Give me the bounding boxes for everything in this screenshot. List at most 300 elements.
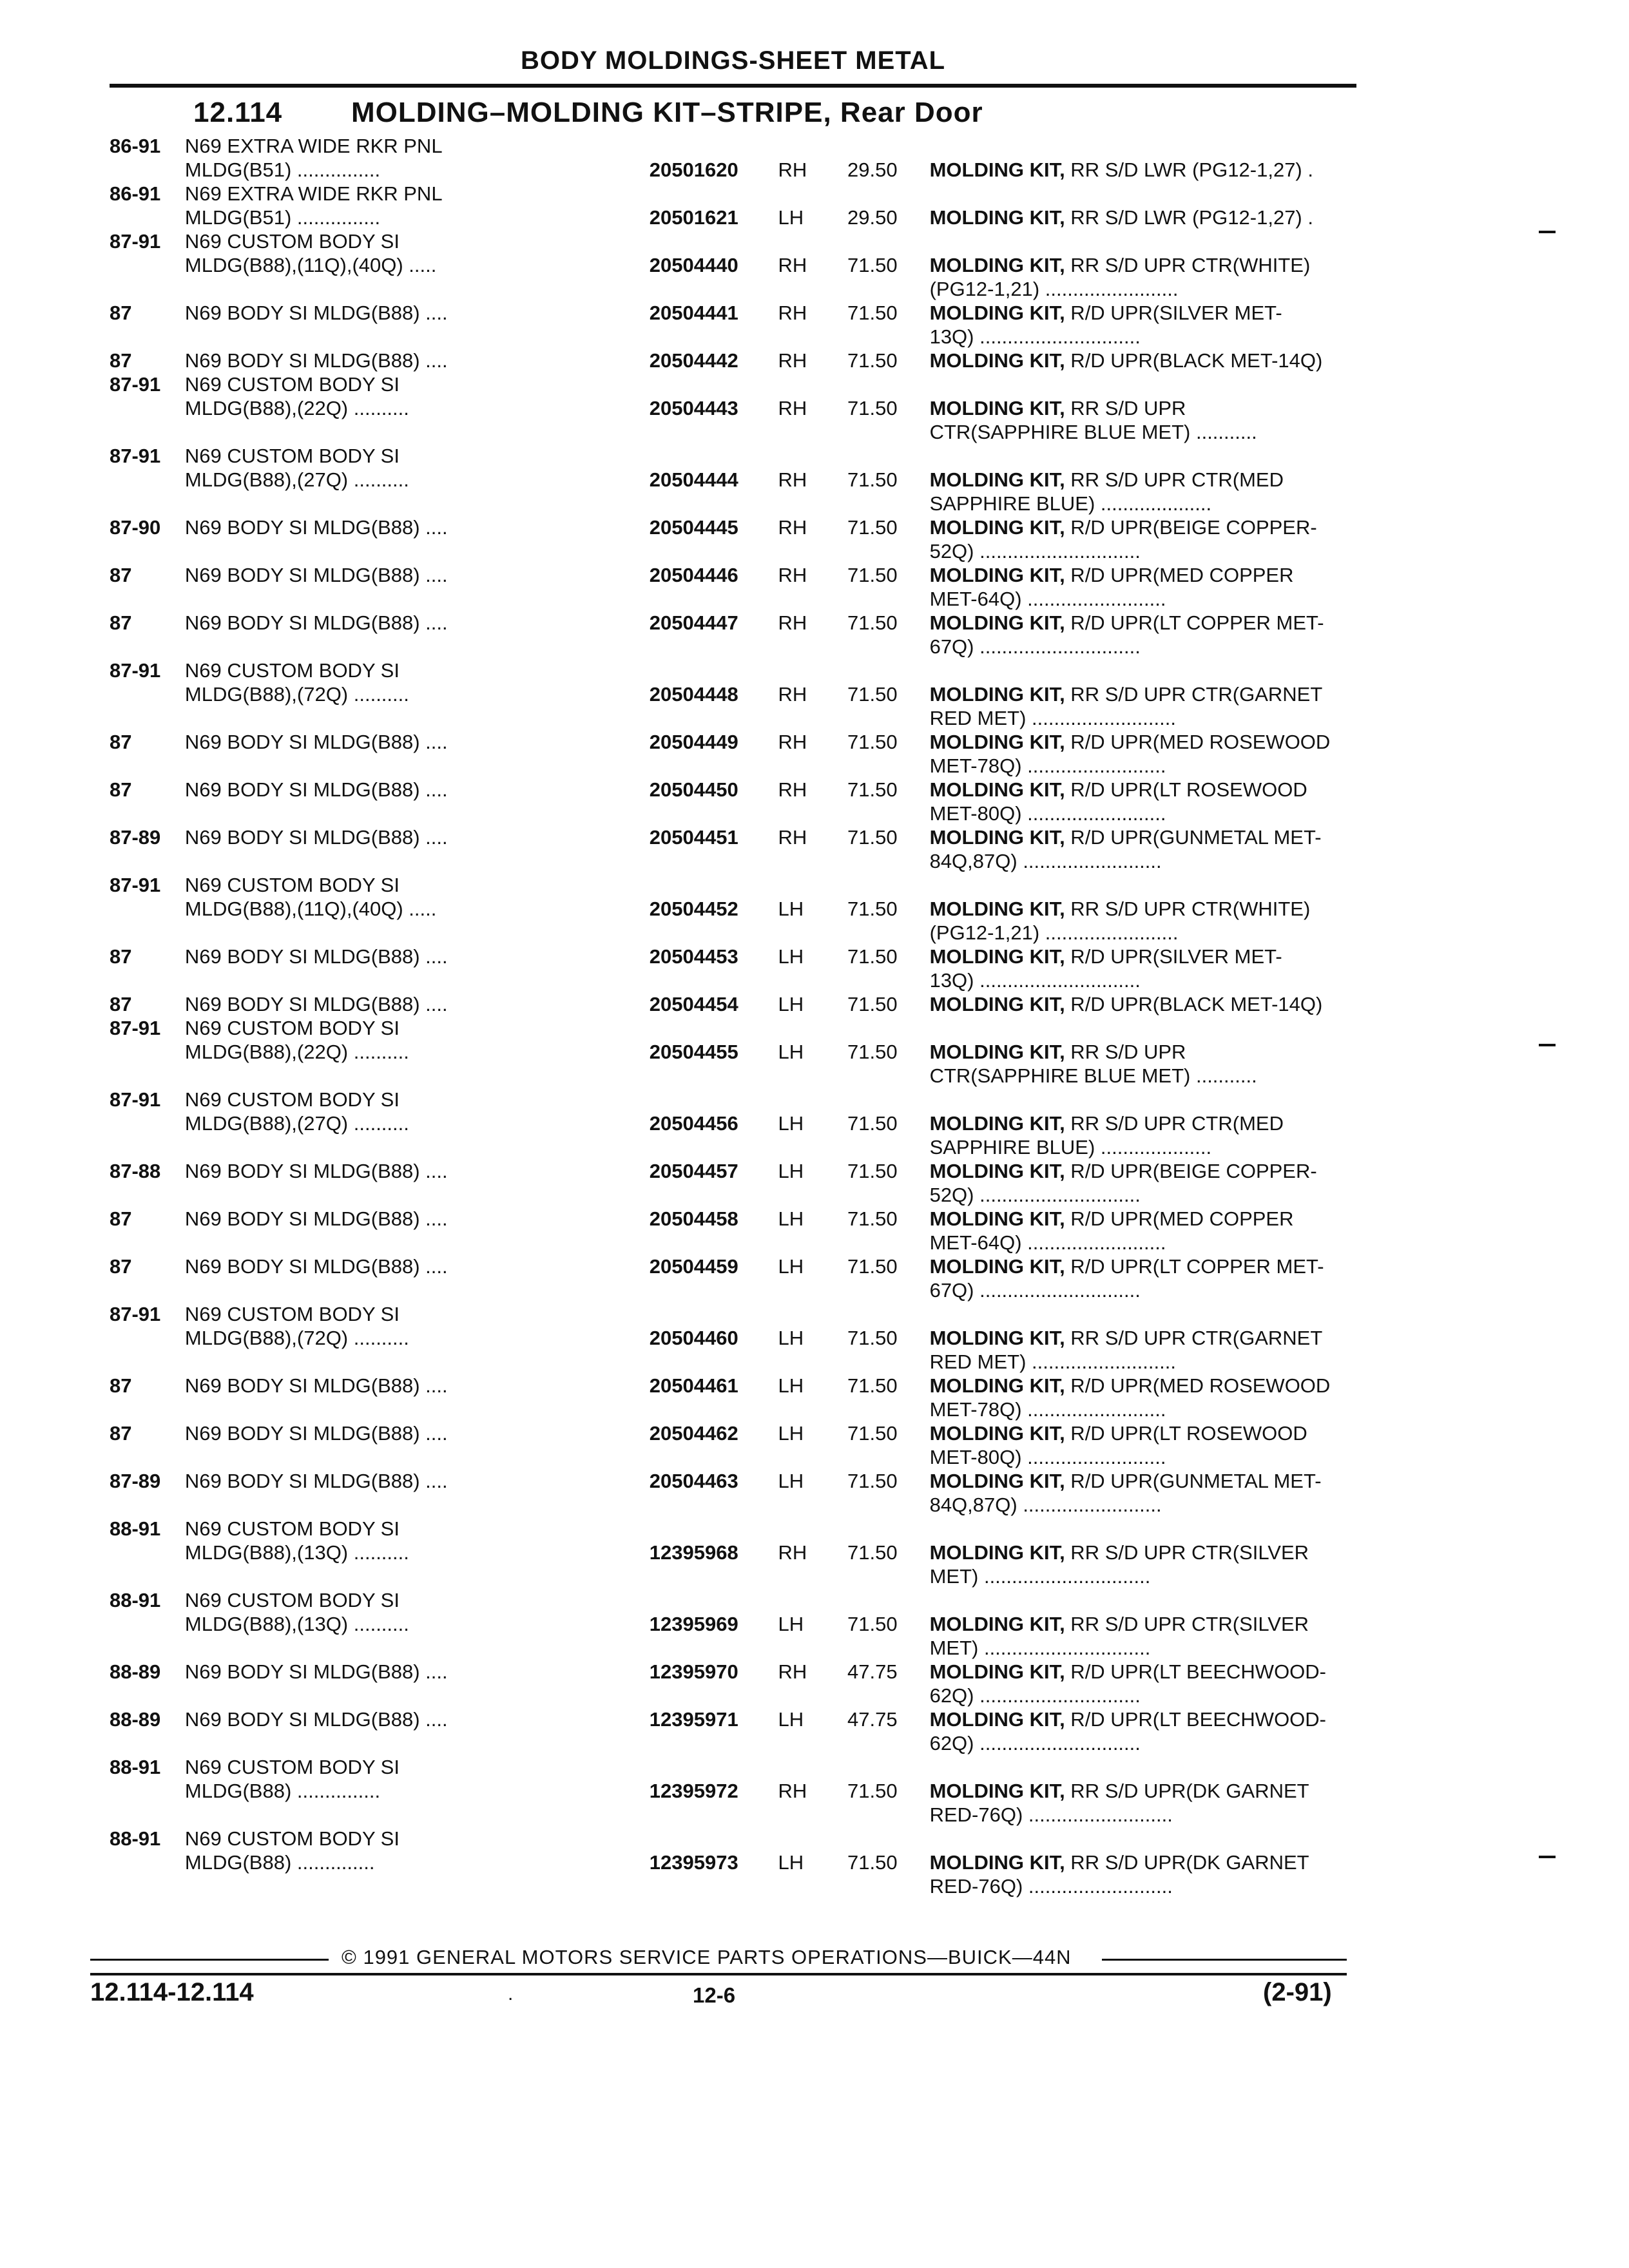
model-years: 87-91: [110, 230, 161, 253]
kit-detail: R/D UPR(GUNMETAL MET- 84Q,87Q) .........................: [929, 1470, 1322, 1516]
part-description: N69 BODY SI MLDG(B88) ....: [184, 778, 448, 801]
kit-detail: R/D UPR(MED COPPER MET-64Q) .........................: [929, 564, 1294, 610]
parts-list: [110, 134, 1356, 1898]
part-description: N69 CUSTOM BODY SI MLDG(B88),(13Q) ..........: [184, 1517, 409, 1564]
kit-label: MOLDING KIT,: [929, 302, 1065, 324]
kit-description: [898, 1707, 1356, 1755]
price: 71.50: [847, 1422, 898, 1445]
part-description: N69 BODY SI MLDG(B88) ....: [184, 1255, 448, 1278]
price: 71.50: [847, 1255, 898, 1278]
part-number: 20501620: [649, 159, 738, 181]
part-description: N69 BODY SI MLDG(B88) ....: [184, 302, 448, 324]
part-number: 20504448: [649, 683, 738, 706]
table-row: [110, 182, 1356, 229]
price: 71.50: [847, 302, 898, 324]
price: 71.50: [847, 349, 898, 372]
part-description: N69 EXTRA WIDE RKR PNL MLDG(B51) ...............: [184, 135, 443, 181]
model-years: 87: [110, 1207, 132, 1230]
model-years: 87: [110, 1374, 132, 1397]
price: 71.50: [847, 683, 898, 706]
side: LH: [778, 1112, 804, 1135]
model-years: 87: [110, 731, 132, 753]
kit-description: [898, 515, 1356, 563]
section-number: 12.114: [193, 97, 283, 128]
kit-description: [898, 1421, 1356, 1469]
part-number: 20504451: [649, 826, 738, 849]
side: LH: [778, 993, 804, 1015]
model-years: 87-91: [110, 659, 161, 682]
model-years: 88-91: [110, 1756, 161, 1778]
kit-detail: R/D UPR(LT ROSEWOOD MET-80Q) .........................: [929, 1422, 1307, 1468]
part-description: N69 BODY SI MLDG(B88) ....: [184, 1660, 448, 1683]
kit-detail: RR S/D UPR CTR(MED SAPPHIRE BLUE) ....................: [929, 1112, 1284, 1158]
part-description: N69 CUSTOM BODY SI MLDG(B88),(11Q),(40Q) .....: [184, 874, 437, 920]
table-row: [110, 301, 1356, 349]
table-row: [110, 992, 1356, 1016]
kit-description: [898, 873, 1356, 945]
kit-description: [898, 1588, 1356, 1660]
model-years: 87: [110, 993, 132, 1015]
kit-label: MOLDING KIT,: [929, 516, 1065, 539]
kit-detail: RR S/D UPR CTR(SILVER MET) ..............................: [929, 1613, 1309, 1659]
price: 29.50: [847, 206, 898, 229]
part-description: N69 EXTRA WIDE RKR PNL MLDG(B51) ...............: [184, 182, 443, 229]
kit-label: MOLDING KIT,: [929, 731, 1065, 753]
part-number: 20504444: [649, 468, 738, 491]
kit-detail: RR S/D LWR (PG12-1,27) .: [1065, 206, 1313, 229]
part-description: N69 CUSTOM BODY SI MLDG(B88),(13Q) ..........: [184, 1589, 409, 1635]
price: 71.50: [847, 1207, 898, 1230]
model-years: 86-91: [110, 182, 161, 205]
margin-mark: [1539, 1044, 1556, 1046]
part-number: 20504442: [649, 349, 738, 372]
margin-mark: [1539, 1856, 1556, 1858]
model-years: 87: [110, 349, 132, 372]
model-years: 87-91: [110, 874, 161, 896]
part-number: 20504452: [649, 898, 738, 920]
side: LH: [778, 1374, 804, 1397]
part-number: 20504449: [649, 731, 738, 753]
table-row: [110, 515, 1356, 563]
model-years: 87-91: [110, 1017, 161, 1039]
price: 71.50: [847, 564, 898, 586]
part-number: 20504445: [649, 516, 738, 539]
table-row: [110, 134, 1356, 182]
part-description: N69 BODY SI MLDG(B88) ....: [184, 826, 448, 849]
kit-detail: RR S/D UPR CTR(WHITE) (PG12-1,21) ........................: [929, 254, 1311, 300]
part-description: N69 CUSTOM BODY SI MLDG(B88),(72Q) ..........: [184, 659, 409, 706]
kit-detail: RR S/D UPR CTR(GARNET RED MET) ..........................: [929, 1327, 1323, 1373]
footer-rule: [90, 1973, 1347, 1975]
model-years: 87-91: [110, 1303, 161, 1325]
table-row: [110, 1755, 1356, 1827]
side: LH: [778, 945, 804, 968]
kit-description: [898, 1016, 1356, 1088]
kit-description: [898, 372, 1356, 444]
model-years: 88-89: [110, 1708, 161, 1731]
side: RH: [778, 397, 807, 419]
kit-label: MOLDING KIT,: [929, 683, 1065, 706]
kit-detail: RR S/D UPR(DK GARNET RED-76Q) ..........................: [929, 1780, 1309, 1826]
side: RH: [778, 159, 807, 181]
model-years: 87: [110, 778, 132, 801]
table-row: [110, 1254, 1356, 1302]
part-number: 20504440: [649, 254, 738, 276]
model-years: 87: [110, 302, 132, 324]
kit-label: MOLDING KIT,: [929, 1160, 1065, 1182]
kit-description: [898, 1517, 1356, 1588]
table-row: [110, 1421, 1356, 1469]
kit-label: MOLDING KIT,: [929, 1541, 1065, 1564]
part-description: N69 BODY SI MLDG(B88) ....: [184, 1708, 448, 1731]
price: 71.50: [847, 898, 898, 920]
kit-label: MOLDING KIT,: [929, 1470, 1065, 1492]
header-rule: [110, 84, 1356, 88]
section-name: MOLDING–MOLDING KIT–STRIPE, Rear Door: [351, 97, 983, 128]
table-row: [110, 611, 1356, 658]
kit-description: [898, 563, 1356, 611]
kit-detail: R/D UPR(BEIGE COPPER- 52Q) .............................: [929, 516, 1317, 562]
price: 71.50: [847, 1374, 898, 1397]
kit-label: MOLDING KIT,: [929, 254, 1065, 276]
table-row: [110, 873, 1356, 945]
kit-detail: R/D UPR(LT ROSEWOOD MET-80Q) .........................: [929, 778, 1307, 825]
part-description: N69 CUSTOM BODY SI MLDG(B88),(27Q) ..........: [184, 445, 409, 491]
price: 71.50: [847, 468, 898, 491]
side: LH: [778, 1327, 804, 1349]
model-years: 88-89: [110, 1660, 161, 1683]
kit-label: MOLDING KIT,: [929, 993, 1065, 1015]
part-number: 20504461: [649, 1374, 738, 1397]
part-number: 12395968: [649, 1541, 738, 1564]
price: 71.50: [847, 945, 898, 968]
model-years: 87: [110, 1255, 132, 1278]
part-number: 20504459: [649, 1255, 738, 1278]
part-description: N69 BODY SI MLDG(B88) ....: [184, 1160, 448, 1182]
price: 71.50: [847, 254, 898, 276]
kit-description: [898, 611, 1356, 658]
kit-label: MOLDING KIT,: [929, 1374, 1065, 1397]
part-number: 20504441: [649, 302, 738, 324]
kit-label: MOLDING KIT,: [929, 826, 1065, 849]
part-description: N69 BODY SI MLDG(B88) ....: [184, 1422, 448, 1445]
price: 71.50: [847, 778, 898, 801]
footer-copyright: © 1991 GENERAL MOTORS SERVICE PARTS OPERATIONS—BUICK—44N: [342, 1946, 1072, 1968]
kit-detail: RR S/D UPR CTR(GARNET RED MET) ..........................: [929, 683, 1323, 729]
price: 71.50: [847, 1041, 898, 1063]
side: LH: [778, 206, 804, 229]
kit-detail: R/D UPR(BEIGE COPPER- 52Q) .............................: [929, 1160, 1317, 1206]
table-row: [110, 1302, 1356, 1374]
price: 71.50: [847, 1851, 898, 1874]
footer-line-left: [90, 1959, 329, 1961]
table-row: [110, 1517, 1356, 1588]
price: 71.50: [847, 397, 898, 419]
footer-dot: .: [508, 1983, 514, 2004]
model-years: 87-91: [110, 373, 161, 396]
kit-description: [898, 1660, 1356, 1707]
side: RH: [778, 1660, 807, 1683]
kit-label: MOLDING KIT,: [929, 564, 1065, 586]
part-description: N69 CUSTOM BODY SI MLDG(B88),(72Q) ..........: [184, 1303, 409, 1349]
side: LH: [778, 1470, 804, 1492]
part-description: N69 CUSTOM BODY SI MLDG(B88),(22Q) ..........: [184, 1017, 409, 1063]
side: RH: [778, 349, 807, 372]
part-number: 20504454: [649, 993, 738, 1015]
part-number: 20504450: [649, 778, 738, 801]
kit-label: MOLDING KIT,: [929, 349, 1065, 372]
kit-detail: R/D UPR(GUNMETAL MET- 84Q,87Q) .........................: [929, 826, 1322, 872]
part-number: 20504456: [649, 1112, 738, 1135]
table-row: [110, 1207, 1356, 1254]
model-years: 87: [110, 611, 132, 634]
table-row: [110, 349, 1356, 372]
page-header: BODY MOLDINGS-SHEET METAL: [520, 46, 946, 75]
price: 71.50: [847, 731, 898, 753]
model-years: 88-91: [110, 1589, 161, 1611]
table-row: [110, 1374, 1356, 1421]
kit-description: [898, 1159, 1356, 1207]
kit-label: MOLDING KIT,: [929, 945, 1065, 968]
side: RH: [778, 683, 807, 706]
price: 71.50: [847, 826, 898, 849]
side: LH: [778, 1160, 804, 1182]
footer-line-right: [1102, 1959, 1347, 1961]
kit-label: MOLDING KIT,: [929, 1422, 1065, 1445]
kit-label: MOLDING KIT,: [929, 206, 1065, 229]
table-row: [110, 563, 1356, 611]
kit-detail: RR S/D UPR CTR(MED SAPPHIRE BLUE) ....................: [929, 468, 1284, 515]
kit-label: MOLDING KIT,: [929, 898, 1065, 920]
side: RH: [778, 468, 807, 491]
side: LH: [778, 1422, 804, 1445]
kit-description: [898, 1374, 1356, 1421]
kit-label: MOLDING KIT,: [929, 1780, 1065, 1802]
side: RH: [778, 778, 807, 801]
footer-page-number: 12-6: [693, 1983, 736, 2007]
kit-description: [898, 229, 1356, 301]
part-number: 12395969: [649, 1613, 738, 1635]
table-row: [110, 229, 1356, 301]
side: RH: [778, 564, 807, 586]
kit-detail: R/D UPR(SILVER MET- 13Q) .............................: [929, 302, 1282, 348]
side: LH: [778, 1851, 804, 1874]
part-description: N69 CUSTOM BODY SI MLDG(B88),(11Q),(40Q) .....: [184, 230, 437, 276]
table-row: [110, 1660, 1356, 1707]
side: RH: [778, 731, 807, 753]
part-number: 20504457: [649, 1160, 738, 1182]
kit-detail: RR S/D UPR CTR(SAPPHIRE BLUE MET) ...........: [929, 1041, 1257, 1087]
table-row: [110, 825, 1356, 873]
price: 71.50: [847, 993, 898, 1015]
kit-detail: RR S/D UPR CTR(WHITE) (PG12-1,21) ........................: [929, 898, 1311, 944]
part-description: N69 BODY SI MLDG(B88) ....: [184, 1207, 448, 1230]
part-description: N69 CUSTOM BODY SI MLDG(B88),(22Q) ..........: [184, 373, 409, 419]
side: RH: [778, 254, 807, 276]
kit-detail: R/D UPR(MED COPPER MET-64Q) .........................: [929, 1207, 1294, 1254]
side: LH: [778, 1708, 804, 1731]
kit-description: [898, 182, 1356, 229]
kit-label: MOLDING KIT,: [929, 468, 1065, 491]
kit-label: MOLDING KIT,: [929, 1708, 1065, 1731]
side: LH: [778, 1207, 804, 1230]
table-row: [110, 1088, 1356, 1159]
part-number: 20504458: [649, 1207, 738, 1230]
footer-date: (2-91): [1263, 1978, 1332, 2006]
part-description: N69 BODY SI MLDG(B88) ....: [184, 611, 448, 634]
kit-description: [898, 945, 1356, 992]
price: 47.75: [847, 1660, 898, 1683]
table-row: [110, 1159, 1356, 1207]
price: 71.50: [847, 516, 898, 539]
part-number: 20504447: [649, 611, 738, 634]
margin-mark: [1539, 231, 1556, 233]
kit-description: [898, 730, 1356, 778]
part-description: N69 BODY SI MLDG(B88) ....: [184, 993, 448, 1015]
kit-label: MOLDING KIT,: [929, 1851, 1065, 1874]
kit-description: [898, 1755, 1356, 1827]
kit-description: [898, 1088, 1356, 1159]
side: LH: [778, 1041, 804, 1063]
part-number: 20504455: [649, 1041, 738, 1063]
kit-detail: R/D UPR(MED ROSEWOOD MET-78Q) .........................: [929, 1374, 1331, 1421]
model-years: 87-91: [110, 1088, 161, 1111]
table-row: [110, 1469, 1356, 1517]
table-row: [110, 730, 1356, 778]
table-row: [110, 945, 1356, 992]
kit-description: [898, 658, 1356, 730]
side: RH: [778, 611, 807, 634]
price: 47.75: [847, 1708, 898, 1731]
kit-detail: RR S/D UPR(DK GARNET RED-76Q) ..........................: [929, 1851, 1309, 1898]
kit-description: [898, 444, 1356, 515]
part-number: 12395970: [649, 1660, 738, 1683]
price: 71.50: [847, 611, 898, 634]
kit-label: MOLDING KIT,: [929, 1041, 1065, 1063]
kit-description: [898, 301, 1356, 349]
table-row: [110, 444, 1356, 515]
model-years: 87: [110, 564, 132, 586]
model-years: 88-91: [110, 1517, 161, 1540]
kit-label: MOLDING KIT,: [929, 1112, 1065, 1135]
table-row: [110, 658, 1356, 730]
part-number: 20504462: [649, 1422, 738, 1445]
part-number: 20501621: [649, 206, 738, 229]
part-description: N69 BODY SI MLDG(B88) ....: [184, 349, 448, 372]
model-years: 88-91: [110, 1827, 161, 1850]
table-row: [110, 1707, 1356, 1755]
part-description: N69 BODY SI MLDG(B88) ....: [184, 1470, 448, 1492]
price: 71.50: [847, 1112, 898, 1135]
side: RH: [778, 1780, 807, 1802]
table-row: [110, 1016, 1356, 1088]
side: RH: [778, 826, 807, 849]
part-description: N69 CUSTOM BODY SI MLDG(B88) ..............: [184, 1827, 400, 1874]
kit-detail: R/D UPR(MED ROSEWOOD MET-78Q) .........................: [929, 731, 1331, 777]
side: RH: [778, 1541, 807, 1564]
price: 29.50: [847, 159, 898, 181]
model-years: 87-90: [110, 516, 161, 539]
kit-label: MOLDING KIT,: [929, 1255, 1065, 1278]
side: LH: [778, 1613, 804, 1635]
model-years: 87: [110, 945, 132, 968]
part-number: 12395972: [649, 1780, 738, 1802]
kit-detail: R/D UPR(BLACK MET-14Q): [1065, 993, 1323, 1015]
price: 71.50: [847, 1613, 898, 1635]
kit-description: [898, 778, 1356, 825]
price: 71.50: [847, 1470, 898, 1492]
table-row: [110, 778, 1356, 825]
table-row: [110, 1827, 1356, 1898]
kit-label: MOLDING KIT,: [929, 778, 1065, 801]
table-row: [110, 372, 1356, 444]
kit-detail: R/D UPR(LT COPPER MET- 67Q) .............................: [929, 611, 1324, 658]
part-number: 20504463: [649, 1470, 738, 1492]
part-description: N69 CUSTOM BODY SI MLDG(B88) ...............: [184, 1756, 400, 1802]
part-description: N69 BODY SI MLDG(B88) ....: [184, 731, 448, 753]
kit-description: [898, 825, 1356, 873]
part-number: 20504446: [649, 564, 738, 586]
model-years: 87: [110, 1422, 132, 1445]
part-number: 12395973: [649, 1851, 738, 1874]
part-number: 12395971: [649, 1708, 738, 1731]
side: RH: [778, 516, 807, 539]
side: LH: [778, 898, 804, 920]
kit-description: [898, 349, 1356, 372]
kit-label: MOLDING KIT,: [929, 159, 1065, 181]
part-description: N69 CUSTOM BODY SI MLDG(B88),(27Q) ..........: [184, 1088, 409, 1135]
kit-description: [898, 1207, 1356, 1254]
part-description: N69 BODY SI MLDG(B88) ....: [184, 516, 448, 539]
side: LH: [778, 1255, 804, 1278]
kit-detail: RR S/D UPR CTR(SAPPHIRE BLUE MET) ...........: [929, 397, 1257, 443]
kit-label: MOLDING KIT,: [929, 1613, 1065, 1635]
part-description: N69 BODY SI MLDG(B88) ....: [184, 945, 448, 968]
model-years: 87-89: [110, 826, 161, 849]
kit-description: [898, 992, 1356, 1016]
kit-detail: R/D UPR(LT BEECHWOOD- 62Q) .............................: [929, 1660, 1327, 1707]
kit-label: MOLDING KIT,: [929, 1660, 1065, 1683]
price: 71.50: [847, 1327, 898, 1349]
kit-description: [898, 1302, 1356, 1374]
price: 71.50: [847, 1160, 898, 1182]
part-description: N69 BODY SI MLDG(B88) ....: [184, 564, 448, 586]
kit-detail: RR S/D LWR (PG12-1,27) .: [1065, 159, 1313, 181]
kit-description: [898, 1469, 1356, 1517]
part-number: 20504453: [649, 945, 738, 968]
part-number: 20504460: [649, 1327, 738, 1349]
model-years: 87-89: [110, 1470, 161, 1492]
section-title: [193, 97, 983, 129]
kit-description: [898, 1254, 1356, 1302]
price: 71.50: [847, 1541, 898, 1564]
model-years: 87-91: [110, 445, 161, 467]
footer-section-range: 12.114-12.114: [90, 1978, 254, 2006]
kit-detail: R/D UPR(LT COPPER MET- 67Q) .............................: [929, 1255, 1324, 1302]
kit-label: MOLDING KIT,: [929, 1327, 1065, 1349]
kit-description: [898, 1827, 1356, 1898]
table-row: [110, 1588, 1356, 1660]
kit-label: MOLDING KIT,: [929, 397, 1065, 419]
price: 71.50: [847, 1780, 898, 1802]
kit-description: [898, 134, 1356, 182]
part-description: N69 BODY SI MLDG(B88) ....: [184, 1374, 448, 1397]
kit-detail: R/D UPR(BLACK MET-14Q): [1065, 349, 1323, 372]
model-years: 87-88: [110, 1160, 161, 1182]
side: RH: [778, 302, 807, 324]
kit-detail: RR S/D UPR CTR(SILVER MET) ..............................: [929, 1541, 1309, 1588]
kit-detail: R/D UPR(SILVER MET- 13Q) .............................: [929, 945, 1282, 992]
